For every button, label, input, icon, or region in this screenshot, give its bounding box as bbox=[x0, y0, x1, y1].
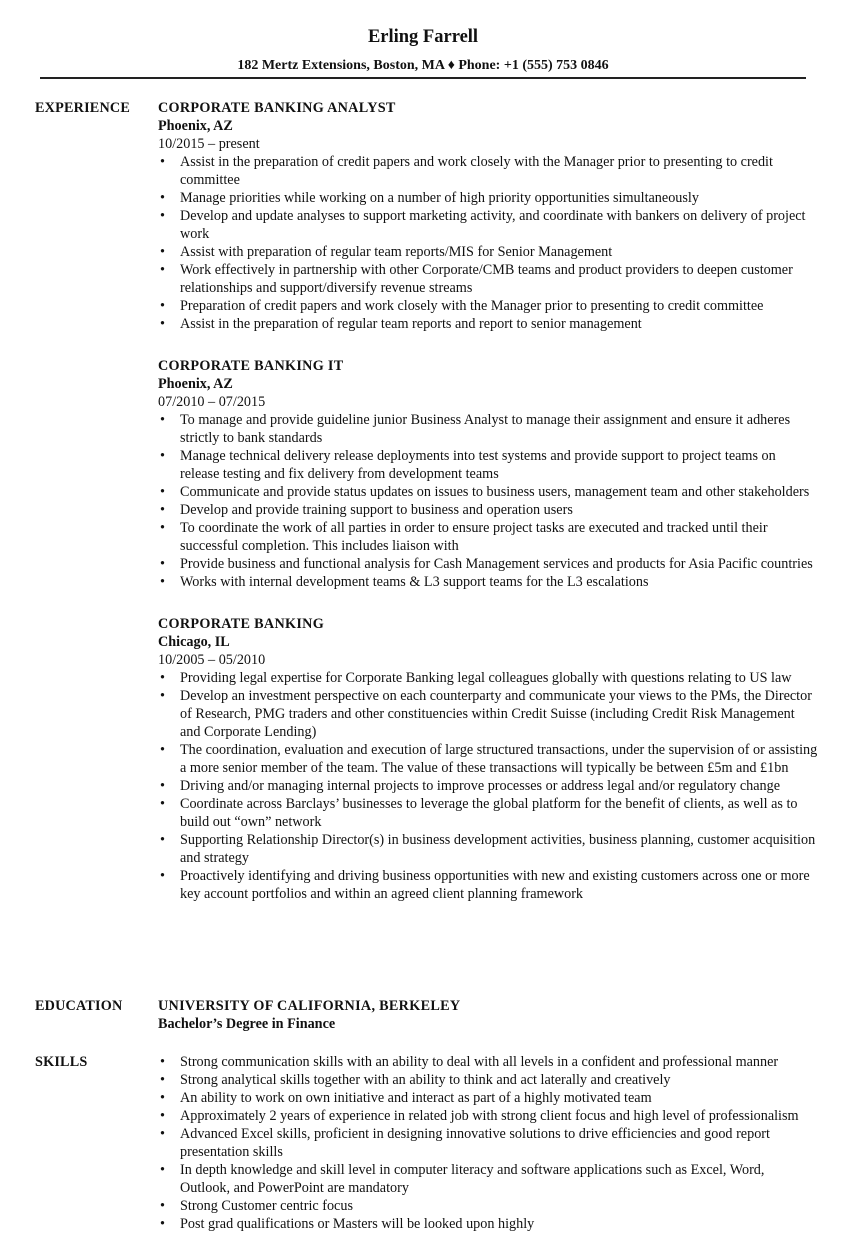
job-dates: 07/2010 – 07/2015 bbox=[158, 394, 266, 410]
bullet-text: Communicate and provide status updates on issues to business users, management team and other stakeholders bbox=[180, 484, 810, 500]
bullet-text: The coordination, evaluation and execution of large structured transactions, under the supervision of or assisting a more senior member of the team. The value of these transactions will typically be between £5m and £1bn bbox=[180, 742, 818, 776]
bullet-item bbox=[158, 261, 818, 297]
bullet-text: Work effectively in partnership with other Corporate/CMB teams and product providers to deepen customer relationships and support/diversify revenue streams bbox=[180, 262, 793, 296]
bullet-item bbox=[158, 1071, 818, 1089]
degree: Bachelor’s Degree in Finance bbox=[158, 1016, 336, 1032]
bullet-dot: • bbox=[160, 1162, 165, 1178]
job-bullets bbox=[158, 669, 818, 903]
skills-list bbox=[158, 1053, 818, 1233]
bullet-item bbox=[158, 243, 818, 261]
bullet-item bbox=[158, 297, 818, 315]
bullet-item bbox=[158, 483, 818, 501]
bullet-text: Develop an investment perspective on each counterparty and communicate your views to the PMs, the Director of Research, PMG traders and other constituencies within Credit Suisse (including Credit Risk Management and Corporate Lending) bbox=[180, 688, 812, 740]
job-bullets bbox=[158, 153, 818, 333]
bullet-text: Develop and provide training support to business and operation users bbox=[180, 502, 573, 518]
bullet-text: In depth knowledge and skill level in computer literacy and software applications such as Excel, Word, Outlook, and PowerPoint are mandatory bbox=[180, 1162, 765, 1196]
bullet-dot: • bbox=[160, 520, 165, 536]
bullet-item bbox=[158, 501, 818, 519]
bullet-text: Post grad qualifications or Masters will be looked upon highly bbox=[180, 1216, 535, 1232]
skills-body bbox=[158, 1053, 818, 1233]
candidate-name: Erling Farrell bbox=[367, 27, 479, 47]
bullet-text: An ability to work on own initiative and interact as part of a highly motivated team bbox=[180, 1090, 652, 1106]
bullet-text: To manage and provide guideline junior Business Analyst to manage their assignment and ensure it adheres strictly to bank standards bbox=[180, 412, 791, 446]
bullet-text: Proactively identifying and driving business opportunities with new and existing customers across one or more key account portfolios and within an agreed client planning framework bbox=[180, 868, 810, 902]
bullet-text: Driving and/or managing internal projects to improve processes or address legal and/or regulatory change bbox=[180, 778, 781, 794]
bullet-dot: • bbox=[160, 244, 165, 260]
experience-heading: EXPERIENCE bbox=[35, 100, 131, 116]
bullet-item bbox=[158, 1107, 818, 1125]
job-entry bbox=[158, 99, 818, 333]
bullet-dot: • bbox=[160, 316, 165, 332]
contact-line: 182 Mertz Extensions, Boston, MA ♦ Phone: +1 (555) 753 0846 bbox=[237, 58, 609, 73]
bullet-item bbox=[158, 777, 818, 795]
header-divider bbox=[40, 77, 806, 79]
bullet-item bbox=[158, 867, 818, 903]
job-location: Chicago, IL bbox=[158, 634, 230, 650]
bullet-item bbox=[158, 519, 818, 555]
bullet-item bbox=[158, 1053, 818, 1071]
bullet-dot: • bbox=[160, 670, 165, 686]
bullet-dot: • bbox=[160, 190, 165, 206]
bullet-dot: • bbox=[160, 1198, 165, 1214]
job-bullets bbox=[158, 411, 818, 591]
bullet-text: To coordinate the work of all parties in order to ensure project tasks are executed and tracked until their successful completion. This includes liaison with bbox=[180, 520, 768, 554]
bullet-text: Preparation of credit papers and work closely with the Manager prior to presenting to credit committee bbox=[180, 298, 764, 314]
experience-list bbox=[158, 99, 818, 927]
bullet-text: Assist in the preparation of regular team reports and report to senior management bbox=[180, 316, 642, 332]
bullet-dot: • bbox=[160, 778, 165, 794]
bullet-dot: • bbox=[160, 1090, 165, 1106]
job-entry bbox=[158, 357, 818, 591]
bullet-dot: • bbox=[160, 1108, 165, 1124]
bullet-dot: • bbox=[160, 1054, 165, 1070]
bullet-text: Works with internal development teams & L3 support teams for the L3 escalations bbox=[180, 574, 649, 590]
skills-heading: SKILLS bbox=[35, 1054, 88, 1070]
bullet-item bbox=[158, 1125, 818, 1161]
bullet-text: Advanced Excel skills, proficient in designing innovative solutions to drive efficiencies and good report presentation skills bbox=[180, 1126, 770, 1160]
bullet-item bbox=[158, 795, 818, 831]
bullet-dot: • bbox=[160, 484, 165, 500]
bullet-text: Coordinate across Barclays’ businesses to leverage the global platform for the benefit of clients, as well as to build out “own” network bbox=[180, 796, 798, 830]
bullet-text: Assist with preparation of regular team reports/MIS for Senior Management bbox=[180, 244, 613, 260]
job-location: Phoenix, AZ bbox=[158, 118, 233, 134]
bullet-item bbox=[158, 831, 818, 867]
bullet-item bbox=[158, 189, 818, 207]
bullet-text: Develop and update analyses to support marketing activity, and coordinate with bankers on delivery of project work bbox=[180, 208, 806, 242]
bullet-dot: • bbox=[160, 154, 165, 170]
education-body bbox=[158, 997, 818, 1033]
bullet-dot: • bbox=[160, 448, 165, 464]
job-location: Phoenix, AZ bbox=[158, 376, 233, 392]
education-heading: EDUCATION bbox=[35, 998, 123, 1014]
bullet-text: Strong communication skills with an ability to deal with all levels in a confident and professional manner bbox=[180, 1054, 779, 1070]
bullet-dot: • bbox=[160, 688, 165, 704]
bullet-item bbox=[158, 687, 818, 741]
bullet-dot: • bbox=[160, 412, 165, 428]
bullet-item bbox=[158, 669, 818, 687]
bullet-item bbox=[158, 447, 818, 483]
bullet-text: Providing legal expertise for Corporate Banking legal colleagues globally with questions relating to US law bbox=[180, 670, 792, 686]
bullet-item bbox=[158, 555, 818, 573]
bullet-item bbox=[158, 315, 818, 333]
bullet-dot: • bbox=[160, 868, 165, 884]
bullet-dot: • bbox=[160, 742, 165, 758]
bullet-text: Strong analytical skills together with an ability to think and act laterally and creatively bbox=[180, 1072, 671, 1088]
bullet-item bbox=[158, 573, 818, 591]
bullet-text: Supporting Relationship Director(s) in business development activities, business planning, customer acquisition and strategy bbox=[180, 832, 816, 866]
resume-header bbox=[40, 26, 806, 75]
bullet-item bbox=[158, 1197, 818, 1215]
school-name: UNIVERSITY OF CALIFORNIA, BERKELEY bbox=[158, 998, 461, 1014]
job-title: CORPORATE BANKING IT bbox=[158, 358, 344, 374]
bullet-dot: • bbox=[160, 1216, 165, 1232]
bullet-item bbox=[158, 741, 818, 777]
bullet-item bbox=[158, 411, 818, 447]
bullet-dot: • bbox=[160, 832, 165, 848]
bullet-item bbox=[158, 1215, 818, 1233]
bullet-dot: • bbox=[160, 1072, 165, 1088]
bullet-text: Assist in the preparation of credit papers and work closely with the Manager prior to presenting to credit committee bbox=[180, 154, 773, 188]
bullet-item bbox=[158, 1089, 818, 1107]
bullet-text: Manage priorities while working on a number of high priority opportunities simultaneously bbox=[180, 190, 699, 206]
job-entry bbox=[158, 615, 818, 903]
bullet-dot: • bbox=[160, 502, 165, 518]
job-dates: 10/2005 – 05/2010 bbox=[158, 652, 266, 668]
bullet-text: Manage technical delivery release deployments into test systems and provide support to project teams on release testing and fix delivery from development teams bbox=[180, 448, 776, 482]
job-dates: 10/2015 – present bbox=[158, 136, 260, 152]
bullet-item bbox=[158, 1161, 818, 1197]
bullet-dot: • bbox=[160, 298, 165, 314]
bullet-dot: • bbox=[160, 1126, 165, 1142]
bullet-text: Provide business and functional analysis for Cash Management services and products for Asia Pacific countries bbox=[180, 556, 813, 572]
bullet-item bbox=[158, 153, 818, 189]
bullet-dot: • bbox=[160, 556, 165, 572]
bullet-dot: • bbox=[160, 574, 165, 590]
bullet-dot: • bbox=[160, 796, 165, 812]
bullet-dot: • bbox=[160, 208, 165, 224]
job-title: CORPORATE BANKING ANALYST bbox=[158, 100, 396, 116]
bullet-dot: • bbox=[160, 262, 165, 278]
bullet-text: Strong Customer centric focus bbox=[180, 1198, 353, 1214]
bullet-text: Approximately 2 years of experience in related job with strong client focus and high level of professionalism bbox=[180, 1108, 799, 1124]
job-title: CORPORATE BANKING bbox=[158, 616, 325, 632]
bullet-item bbox=[158, 207, 818, 243]
